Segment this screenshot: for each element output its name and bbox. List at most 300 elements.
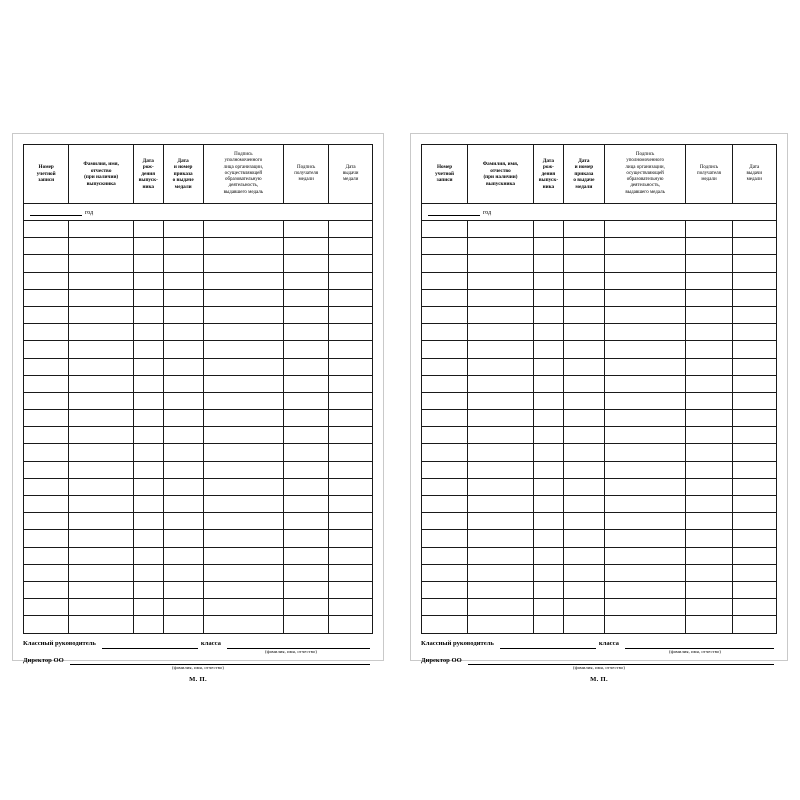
cell-official-signature[interactable]: [604, 581, 686, 598]
cell-record-number[interactable]: [24, 444, 69, 461]
table-row[interactable]: [422, 616, 777, 633]
cell-order[interactable]: [163, 530, 203, 547]
table-row[interactable]: [422, 272, 777, 289]
cell-order[interactable]: [563, 461, 604, 478]
cell-official-signature[interactable]: [203, 616, 283, 633]
cell-record-number[interactable]: [422, 306, 468, 323]
cell-recipient-signature[interactable]: [686, 410, 732, 427]
cell-birth-date[interactable]: [533, 444, 563, 461]
cell-birth-date[interactable]: [533, 375, 563, 392]
class-name-input[interactable]: [227, 640, 370, 649]
cell-issue-date[interactable]: [329, 272, 373, 289]
cell-recipient-signature[interactable]: [686, 358, 732, 375]
table-row[interactable]: [422, 375, 777, 392]
cell-issue-date[interactable]: [329, 496, 373, 513]
cell-birth-date[interactable]: [133, 599, 163, 616]
cell-recipient-signature[interactable]: [686, 599, 732, 616]
cell-official-signature[interactable]: [203, 392, 283, 409]
cell-full-name[interactable]: [69, 478, 134, 495]
cell-full-name[interactable]: [468, 255, 534, 272]
cell-birth-date[interactable]: [133, 289, 163, 306]
cell-order[interactable]: [563, 478, 604, 495]
table-row[interactable]: [422, 221, 777, 238]
cell-full-name[interactable]: [468, 444, 534, 461]
cell-order[interactable]: [163, 461, 203, 478]
cell-birth-date[interactable]: [533, 341, 563, 358]
cell-order[interactable]: [563, 306, 604, 323]
cell-record-number[interactable]: [422, 530, 468, 547]
cell-issue-date[interactable]: [329, 478, 373, 495]
cell-full-name[interactable]: [69, 392, 134, 409]
cell-full-name[interactable]: [69, 513, 134, 530]
cell-order[interactable]: [163, 513, 203, 530]
table-row[interactable]: [422, 461, 777, 478]
cell-issue-date[interactable]: [329, 255, 373, 272]
cell-recipient-signature[interactable]: [686, 444, 732, 461]
cell-full-name[interactable]: [468, 616, 534, 633]
cell-full-name[interactable]: [69, 530, 134, 547]
cell-recipient-signature[interactable]: [283, 564, 328, 581]
table-row[interactable]: [422, 392, 777, 409]
cell-recipient-signature[interactable]: [283, 444, 328, 461]
cell-birth-date[interactable]: [133, 375, 163, 392]
cell-order[interactable]: [563, 496, 604, 513]
cell-official-signature[interactable]: [203, 547, 283, 564]
cell-recipient-signature[interactable]: [686, 496, 732, 513]
table-row[interactable]: [422, 324, 777, 341]
cell-record-number[interactable]: [24, 289, 69, 306]
cell-birth-date[interactable]: [133, 478, 163, 495]
cell-full-name[interactable]: [468, 478, 534, 495]
table-row[interactable]: [422, 444, 777, 461]
cell-official-signature[interactable]: [203, 255, 283, 272]
table-row[interactable]: [24, 496, 373, 513]
cell-issue-date[interactable]: [732, 564, 776, 581]
cell-issue-date[interactable]: [329, 341, 373, 358]
cell-order[interactable]: [163, 221, 203, 238]
cell-order[interactable]: [563, 444, 604, 461]
cell-full-name[interactable]: [468, 272, 534, 289]
cell-record-number[interactable]: [24, 478, 69, 495]
cell-full-name[interactable]: [468, 427, 534, 444]
cell-official-signature[interactable]: [203, 530, 283, 547]
cell-issue-date[interactable]: [732, 306, 776, 323]
class-teacher-input[interactable]: [102, 640, 198, 649]
cell-recipient-signature[interactable]: [686, 221, 732, 238]
cell-order[interactable]: [563, 599, 604, 616]
cell-order[interactable]: [163, 255, 203, 272]
cell-full-name[interactable]: [468, 392, 534, 409]
cell-official-signature[interactable]: [604, 272, 686, 289]
table-row[interactable]: [24, 564, 373, 581]
cell-full-name[interactable]: [468, 238, 534, 255]
cell-full-name[interactable]: [468, 599, 534, 616]
cell-full-name[interactable]: [69, 444, 134, 461]
cell-official-signature[interactable]: [604, 392, 686, 409]
cell-record-number[interactable]: [422, 616, 468, 633]
cell-official-signature[interactable]: [203, 461, 283, 478]
cell-order[interactable]: [563, 375, 604, 392]
cell-order[interactable]: [163, 478, 203, 495]
cell-full-name[interactable]: [69, 427, 134, 444]
cell-record-number[interactable]: [422, 289, 468, 306]
cell-order[interactable]: [563, 272, 604, 289]
cell-order[interactable]: [163, 427, 203, 444]
cell-birth-date[interactable]: [533, 221, 563, 238]
cell-recipient-signature[interactable]: [283, 255, 328, 272]
cell-recipient-signature[interactable]: [283, 496, 328, 513]
cell-issue-date[interactable]: [329, 392, 373, 409]
cell-full-name[interactable]: [69, 289, 134, 306]
table-row[interactable]: [422, 496, 777, 513]
year-field-left[interactable]: [24, 204, 373, 221]
cell-recipient-signature[interactable]: [283, 306, 328, 323]
cell-recipient-signature[interactable]: [283, 616, 328, 633]
cell-record-number[interactable]: [24, 496, 69, 513]
cell-recipient-signature[interactable]: [686, 564, 732, 581]
cell-recipient-signature[interactable]: [283, 358, 328, 375]
cell-recipient-signature[interactable]: [686, 255, 732, 272]
cell-issue-date[interactable]: [329, 530, 373, 547]
cell-official-signature[interactable]: [203, 238, 283, 255]
table-row[interactable]: [24, 358, 373, 375]
cell-full-name[interactable]: [69, 564, 134, 581]
cell-issue-date[interactable]: [732, 272, 776, 289]
cell-official-signature[interactable]: [203, 341, 283, 358]
cell-record-number[interactable]: [422, 238, 468, 255]
cell-official-signature[interactable]: [203, 358, 283, 375]
cell-issue-date[interactable]: [732, 530, 776, 547]
table-row[interactable]: [422, 530, 777, 547]
cell-order[interactable]: [563, 255, 604, 272]
table-row[interactable]: [24, 547, 373, 564]
cell-birth-date[interactable]: [133, 616, 163, 633]
cell-record-number[interactable]: [422, 324, 468, 341]
cell-order[interactable]: [163, 616, 203, 633]
cell-order[interactable]: [563, 616, 604, 633]
cell-birth-date[interactable]: [533, 272, 563, 289]
table-row[interactable]: [422, 238, 777, 255]
cell-order[interactable]: [163, 547, 203, 564]
cell-recipient-signature[interactable]: [283, 324, 328, 341]
cell-recipient-signature[interactable]: [283, 392, 328, 409]
table-row[interactable]: [422, 410, 777, 427]
table-row[interactable]: [24, 341, 373, 358]
cell-record-number[interactable]: [422, 221, 468, 238]
cell-official-signature[interactable]: [203, 427, 283, 444]
cell-full-name[interactable]: [69, 221, 134, 238]
cell-full-name[interactable]: [468, 530, 534, 547]
cell-order[interactable]: [563, 581, 604, 598]
cell-full-name[interactable]: [468, 306, 534, 323]
cell-issue-date[interactable]: [732, 444, 776, 461]
cell-birth-date[interactable]: [133, 496, 163, 513]
table-row[interactable]: [422, 547, 777, 564]
cell-issue-date[interactable]: [732, 513, 776, 530]
cell-recipient-signature[interactable]: [686, 375, 732, 392]
cell-issue-date[interactable]: [732, 358, 776, 375]
cell-birth-date[interactable]: [533, 564, 563, 581]
table-row[interactable]: [24, 289, 373, 306]
cell-recipient-signature[interactable]: [686, 461, 732, 478]
cell-record-number[interactable]: [24, 513, 69, 530]
cell-issue-date[interactable]: [329, 375, 373, 392]
cell-birth-date[interactable]: [133, 530, 163, 547]
cell-full-name[interactable]: [468, 289, 534, 306]
cell-official-signature[interactable]: [604, 221, 686, 238]
cell-birth-date[interactable]: [533, 616, 563, 633]
table-row[interactable]: [24, 306, 373, 323]
cell-official-signature[interactable]: [203, 513, 283, 530]
cell-official-signature[interactable]: [604, 306, 686, 323]
table-row[interactable]: [422, 427, 777, 444]
cell-recipient-signature[interactable]: [283, 599, 328, 616]
cell-issue-date[interactable]: [329, 358, 373, 375]
cell-issue-date[interactable]: [732, 289, 776, 306]
cell-order[interactable]: [563, 410, 604, 427]
cell-birth-date[interactable]: [133, 461, 163, 478]
table-row[interactable]: [24, 375, 373, 392]
cell-record-number[interactable]: [24, 581, 69, 598]
table-row[interactable]: [422, 358, 777, 375]
cell-record-number[interactable]: [422, 564, 468, 581]
table-row[interactable]: [422, 581, 777, 598]
year-field-right[interactable]: [422, 204, 777, 221]
cell-full-name[interactable]: [69, 255, 134, 272]
cell-issue-date[interactable]: [329, 444, 373, 461]
table-row[interactable]: [24, 581, 373, 598]
cell-order[interactable]: [163, 341, 203, 358]
cell-record-number[interactable]: [422, 599, 468, 616]
cell-birth-date[interactable]: [133, 238, 163, 255]
table-row[interactable]: [24, 530, 373, 547]
cell-issue-date[interactable]: [329, 564, 373, 581]
table-row[interactable]: [422, 564, 777, 581]
cell-issue-date[interactable]: [329, 581, 373, 598]
cell-record-number[interactable]: [24, 461, 69, 478]
cell-birth-date[interactable]: [533, 238, 563, 255]
table-row[interactable]: [24, 272, 373, 289]
cell-official-signature[interactable]: [604, 616, 686, 633]
table-row[interactable]: [24, 461, 373, 478]
table-row[interactable]: [422, 513, 777, 530]
cell-issue-date[interactable]: [329, 324, 373, 341]
cell-full-name[interactable]: [69, 306, 134, 323]
cell-issue-date[interactable]: [329, 513, 373, 530]
cell-official-signature[interactable]: [203, 410, 283, 427]
cell-birth-date[interactable]: [533, 513, 563, 530]
cell-record-number[interactable]: [24, 341, 69, 358]
cell-recipient-signature[interactable]: [686, 478, 732, 495]
cell-birth-date[interactable]: [133, 581, 163, 598]
cell-order[interactable]: [163, 599, 203, 616]
cell-birth-date[interactable]: [533, 324, 563, 341]
cell-birth-date[interactable]: [533, 427, 563, 444]
director-input[interactable]: [70, 656, 370, 665]
cell-official-signature[interactable]: [604, 599, 686, 616]
table-row[interactable]: [24, 324, 373, 341]
cell-issue-date[interactable]: [732, 221, 776, 238]
table-row[interactable]: [24, 392, 373, 409]
cell-recipient-signature[interactable]: [686, 513, 732, 530]
cell-issue-date[interactable]: [732, 427, 776, 444]
cell-record-number[interactable]: [24, 616, 69, 633]
cell-official-signature[interactable]: [604, 547, 686, 564]
cell-birth-date[interactable]: [133, 444, 163, 461]
cell-record-number[interactable]: [24, 410, 69, 427]
cell-recipient-signature[interactable]: [686, 306, 732, 323]
cell-issue-date[interactable]: [732, 410, 776, 427]
cell-birth-date[interactable]: [133, 564, 163, 581]
cell-birth-date[interactable]: [533, 289, 563, 306]
cell-recipient-signature[interactable]: [283, 513, 328, 530]
table-row[interactable]: [422, 599, 777, 616]
cell-official-signature[interactable]: [604, 564, 686, 581]
cell-full-name[interactable]: [69, 358, 134, 375]
cell-issue-date[interactable]: [329, 306, 373, 323]
cell-order[interactable]: [563, 341, 604, 358]
table-row[interactable]: [422, 478, 777, 495]
cell-order[interactable]: [163, 564, 203, 581]
cell-recipient-signature[interactable]: [686, 392, 732, 409]
cell-recipient-signature[interactable]: [686, 427, 732, 444]
cell-full-name[interactable]: [468, 410, 534, 427]
cell-official-signature[interactable]: [203, 324, 283, 341]
cell-full-name[interactable]: [468, 547, 534, 564]
cell-issue-date[interactable]: [329, 461, 373, 478]
cell-record-number[interactable]: [24, 599, 69, 616]
cell-birth-date[interactable]: [533, 599, 563, 616]
cell-official-signature[interactable]: [604, 478, 686, 495]
cell-recipient-signature[interactable]: [283, 427, 328, 444]
cell-recipient-signature[interactable]: [686, 616, 732, 633]
cell-full-name[interactable]: [69, 375, 134, 392]
cell-issue-date[interactable]: [732, 478, 776, 495]
cell-official-signature[interactable]: [604, 289, 686, 306]
cell-issue-date[interactable]: [732, 616, 776, 633]
cell-birth-date[interactable]: [533, 358, 563, 375]
cell-official-signature[interactable]: [203, 581, 283, 598]
cell-official-signature[interactable]: [203, 496, 283, 513]
cell-record-number[interactable]: [422, 496, 468, 513]
cell-record-number[interactable]: [24, 255, 69, 272]
cell-issue-date[interactable]: [329, 599, 373, 616]
cell-birth-date[interactable]: [533, 496, 563, 513]
cell-order[interactable]: [163, 444, 203, 461]
cell-record-number[interactable]: [24, 547, 69, 564]
cell-official-signature[interactable]: [604, 496, 686, 513]
table-row[interactable]: [422, 341, 777, 358]
cell-record-number[interactable]: [24, 427, 69, 444]
cell-record-number[interactable]: [422, 341, 468, 358]
cell-issue-date[interactable]: [732, 461, 776, 478]
cell-birth-date[interactable]: [133, 272, 163, 289]
cell-issue-date[interactable]: [732, 324, 776, 341]
cell-recipient-signature[interactable]: [283, 289, 328, 306]
cell-record-number[interactable]: [24, 306, 69, 323]
cell-recipient-signature[interactable]: [283, 272, 328, 289]
cell-issue-date[interactable]: [329, 427, 373, 444]
cell-record-number[interactable]: [24, 375, 69, 392]
cell-birth-date[interactable]: [133, 358, 163, 375]
table-row[interactable]: [422, 289, 777, 306]
cell-official-signature[interactable]: [604, 375, 686, 392]
table-row[interactable]: [422, 255, 777, 272]
cell-full-name[interactable]: [69, 272, 134, 289]
cell-official-signature[interactable]: [203, 375, 283, 392]
cell-issue-date[interactable]: [732, 238, 776, 255]
table-row[interactable]: [24, 238, 373, 255]
cell-full-name[interactable]: [69, 461, 134, 478]
table-row[interactable]: [24, 444, 373, 461]
cell-official-signature[interactable]: [604, 444, 686, 461]
cell-recipient-signature[interactable]: [686, 547, 732, 564]
cell-issue-date[interactable]: [732, 599, 776, 616]
class-name-input[interactable]: [625, 640, 774, 649]
class-teacher-input[interactable]: [500, 640, 596, 649]
cell-official-signature[interactable]: [604, 255, 686, 272]
cell-issue-date[interactable]: [329, 238, 373, 255]
cell-recipient-signature[interactable]: [283, 410, 328, 427]
cell-issue-date[interactable]: [732, 547, 776, 564]
cell-birth-date[interactable]: [533, 547, 563, 564]
cell-full-name[interactable]: [69, 581, 134, 598]
cell-record-number[interactable]: [24, 324, 69, 341]
cell-recipient-signature[interactable]: [686, 272, 732, 289]
cell-birth-date[interactable]: [133, 513, 163, 530]
cell-official-signature[interactable]: [604, 341, 686, 358]
cell-recipient-signature[interactable]: [283, 461, 328, 478]
cell-full-name[interactable]: [468, 221, 534, 238]
cell-official-signature[interactable]: [604, 238, 686, 255]
cell-birth-date[interactable]: [133, 324, 163, 341]
cell-record-number[interactable]: [422, 513, 468, 530]
cell-record-number[interactable]: [422, 272, 468, 289]
cell-birth-date[interactable]: [533, 581, 563, 598]
cell-order[interactable]: [563, 238, 604, 255]
cell-recipient-signature[interactable]: [283, 238, 328, 255]
cell-recipient-signature[interactable]: [686, 289, 732, 306]
cell-official-signature[interactable]: [604, 513, 686, 530]
table-row[interactable]: [24, 616, 373, 633]
cell-birth-date[interactable]: [533, 306, 563, 323]
cell-birth-date[interactable]: [533, 392, 563, 409]
cell-order[interactable]: [163, 272, 203, 289]
cell-official-signature[interactable]: [203, 444, 283, 461]
cell-issue-date[interactable]: [732, 255, 776, 272]
cell-recipient-signature[interactable]: [686, 238, 732, 255]
cell-recipient-signature[interactable]: [283, 221, 328, 238]
cell-official-signature[interactable]: [203, 289, 283, 306]
cell-official-signature[interactable]: [604, 461, 686, 478]
cell-birth-date[interactable]: [133, 306, 163, 323]
cell-full-name[interactable]: [69, 238, 134, 255]
cell-birth-date[interactable]: [133, 392, 163, 409]
cell-recipient-signature[interactable]: [283, 581, 328, 598]
cell-order[interactable]: [163, 289, 203, 306]
cell-order[interactable]: [163, 238, 203, 255]
cell-order[interactable]: [563, 547, 604, 564]
cell-issue-date[interactable]: [329, 289, 373, 306]
cell-record-number[interactable]: [24, 530, 69, 547]
cell-record-number[interactable]: [422, 478, 468, 495]
cell-record-number[interactable]: [24, 392, 69, 409]
cell-official-signature[interactable]: [203, 564, 283, 581]
cell-recipient-signature[interactable]: [283, 478, 328, 495]
cell-full-name[interactable]: [468, 496, 534, 513]
cell-official-signature[interactable]: [203, 272, 283, 289]
cell-birth-date[interactable]: [133, 410, 163, 427]
